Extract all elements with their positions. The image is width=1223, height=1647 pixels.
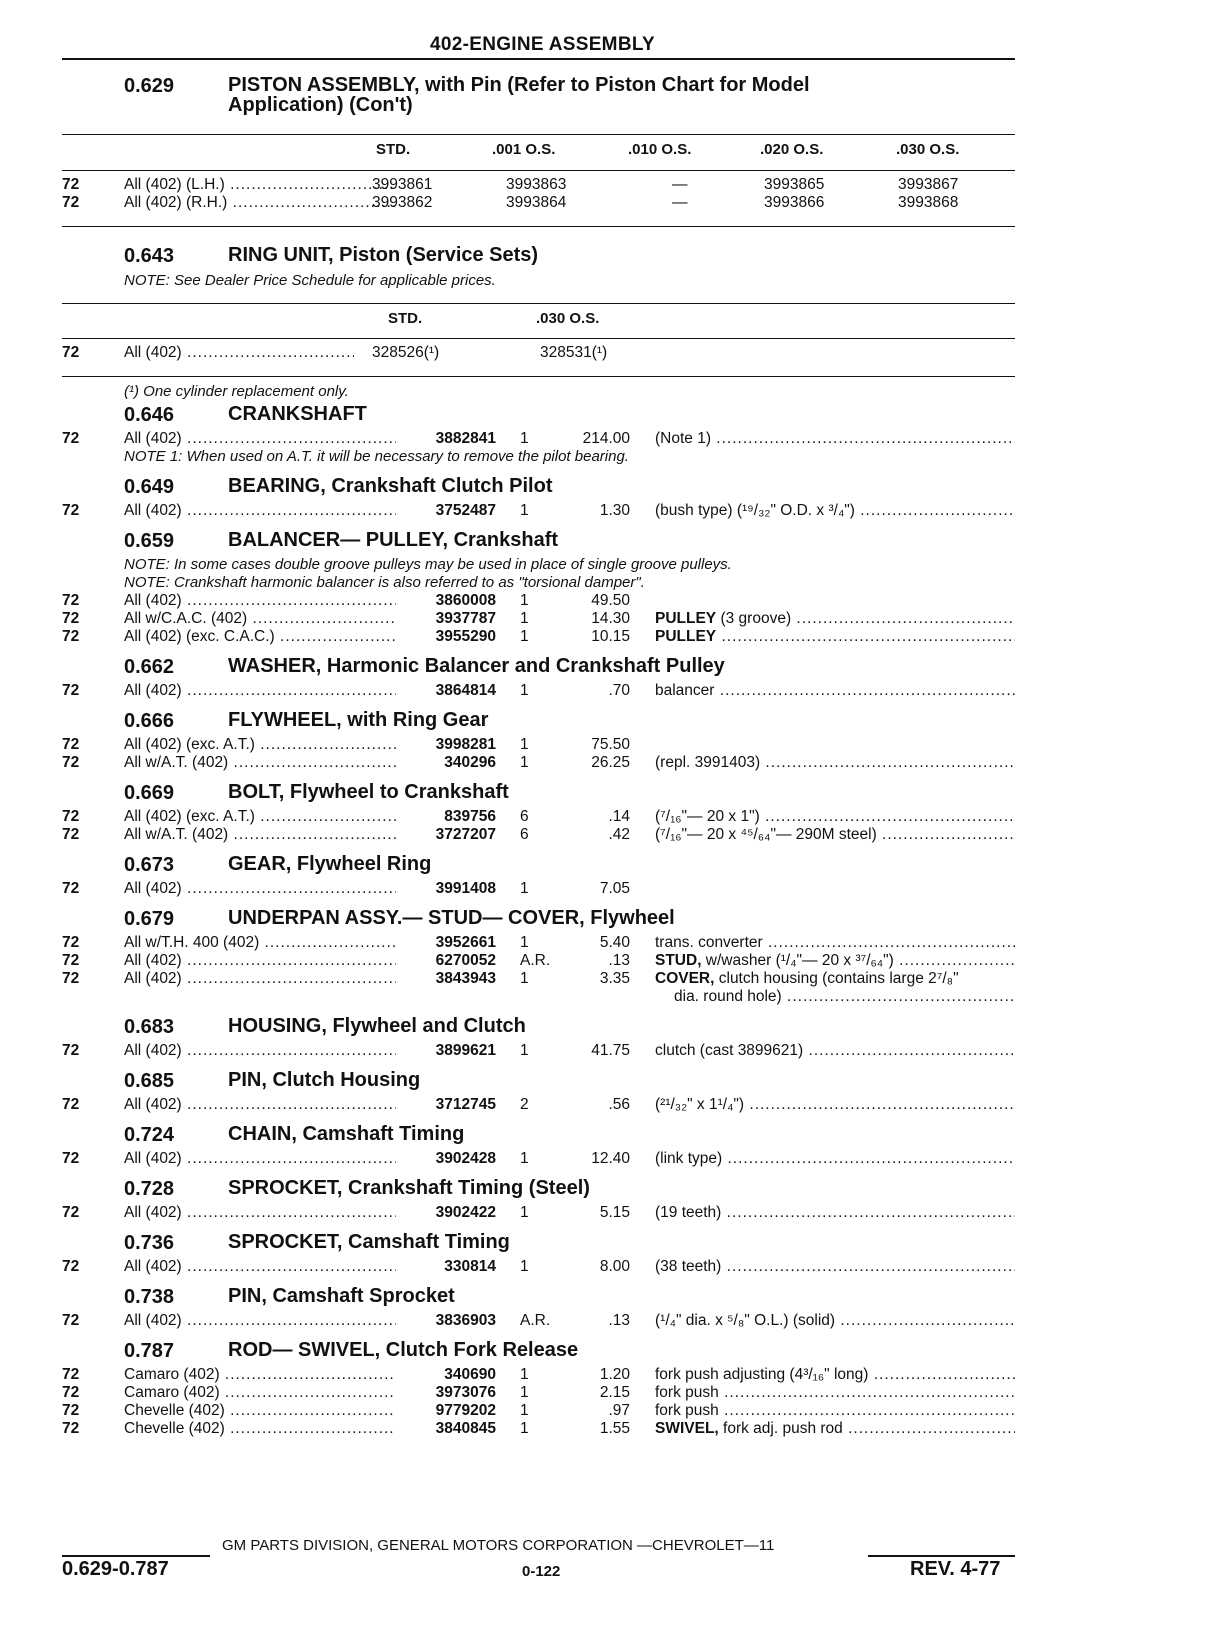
section-title: ROD— SWIVEL, Clutch Fork Release: [228, 1339, 579, 1361]
footer-rule: [62, 1555, 210, 1557]
model-year: 72: [62, 826, 80, 843]
application: All (402) .....: [124, 1312, 396, 1330]
part-number: 3993864: [506, 194, 567, 211]
price: .13: [608, 1312, 630, 1329]
table-rule: [62, 376, 1015, 377]
parts-row: [0, 952, 1223, 970]
price: 8.00: [599, 1258, 630, 1275]
model-year: 72: [62, 502, 80, 519]
section-number: 0.738: [124, 1286, 175, 1308]
description: [655, 808, 1015, 826]
model-year: 72: [62, 682, 80, 699]
quantity: 1: [520, 682, 529, 699]
application: All (402) (exc. A.T.) .....: [124, 808, 396, 826]
section-title: UNDERPAN ASSY.— STUD— COVER, Flywheel: [228, 907, 675, 929]
description-keyword: PULLEY: [655, 610, 717, 627]
description: [655, 502, 1015, 520]
parts-row: [0, 736, 1223, 754]
quantity: 1: [520, 430, 529, 447]
description: [655, 826, 1015, 844]
footer-publisher: GM PARTS DIVISION, GENERAL MOTORS CORPORATION —CHEVROLET—11: [222, 1537, 775, 1554]
parts-row: [0, 880, 1223, 898]
table-row: [0, 194, 1223, 212]
parts-row: [0, 1204, 1223, 1222]
column-header: .001 O.S.: [492, 141, 556, 158]
description-keyword: STUD,: [655, 952, 702, 969]
quantity: 1: [520, 970, 529, 987]
parts-row: [0, 1420, 1223, 1438]
application: Camaro (402) .....: [124, 1366, 396, 1384]
model-year: 72: [62, 628, 80, 645]
section-note: NOTE: See Dealer Price Schedule for applicable prices.: [124, 272, 496, 289]
part-number: 3993863: [506, 176, 567, 193]
section-number: 0.643: [124, 245, 175, 267]
table-row: [0, 176, 1223, 194]
description: [655, 430, 1015, 448]
model-year: 72: [62, 1150, 80, 1167]
part-number: 3955290: [435, 628, 496, 645]
description: [655, 1150, 1015, 1168]
section-note: NOTE 1: When used on A.T. it will be necessary to remove the pilot bearing.: [124, 448, 629, 465]
part-number: 3993866: [764, 194, 825, 211]
section-title: FLYWHEEL, with Ring Gear: [228, 709, 489, 731]
description-text: (bush type) (¹⁹/₃₂" O.D. x ³/₄"): [655, 502, 855, 519]
parts-row: [0, 592, 1223, 610]
quantity: 1: [520, 934, 529, 951]
price: 1.30: [599, 502, 630, 519]
description: [655, 970, 1015, 988]
table-row: [0, 344, 1223, 362]
section-number: 0.629: [124, 75, 175, 97]
model-year: 72: [62, 952, 80, 969]
description-keyword: PULLEY: [655, 628, 717, 645]
description: [655, 1420, 1015, 1438]
price: 5.15: [599, 1204, 630, 1221]
description-keyword: SWIVEL,: [655, 1420, 719, 1437]
part-number: 9779202: [435, 1402, 496, 1419]
model-year: 72: [62, 934, 80, 951]
part-number: 3864814: [435, 682, 496, 699]
section-number: 0.646: [124, 404, 175, 426]
description-text: clutch housing (contains large 2⁷/₈": [714, 970, 959, 987]
header-rule: [62, 58, 1015, 60]
model-year: 72: [62, 970, 80, 987]
section-title: HOUSING, Flywheel and Clutch: [228, 1015, 526, 1037]
application: All (402) (exc. C.A.C.) .....: [124, 628, 396, 646]
description-text: fork adj. push rod: [718, 1420, 843, 1437]
part-number: 3993861: [372, 176, 433, 193]
application: All (402) .....: [124, 1258, 396, 1276]
application: All (402) .....: [124, 1042, 396, 1060]
quantity: 1: [520, 880, 529, 897]
price: .13: [608, 952, 630, 969]
description-text: w/washer (¹/₄"— 20 x ³⁷/₆₄"): [701, 952, 894, 969]
part-number: 3937787: [435, 610, 496, 627]
parts-row: [0, 610, 1223, 628]
parts-row: [0, 970, 1223, 988]
section-number: 0.679: [124, 908, 175, 930]
parts-row: [0, 1258, 1223, 1276]
price: .42: [608, 826, 630, 843]
footer-range: 0.629-0.787: [62, 1558, 169, 1580]
section-title: PIN, Camshaft Sprocket: [228, 1285, 455, 1307]
quantity: 1: [520, 592, 529, 609]
price: 12.40: [591, 1150, 630, 1167]
quantity: 1: [520, 1420, 529, 1437]
application: All (402) .....: [124, 1204, 396, 1222]
price: 10.15: [591, 628, 630, 645]
application: All (402) (L.H.) .....: [124, 176, 396, 194]
part-number: 3973076: [435, 1384, 496, 1401]
model-year: 72: [62, 1258, 80, 1275]
application: All (402) .....: [124, 682, 396, 700]
description-text: (3 groove): [716, 610, 792, 627]
quantity: 1: [520, 502, 529, 519]
part-number: 3882841: [435, 430, 496, 447]
description-text: (⁷/₁₆"— 20 x ⁴⁵/₆₄"— 290M steel): [655, 826, 877, 843]
part-number: 3993865: [764, 176, 825, 193]
model-year: 72: [62, 1420, 80, 1437]
model-year: 72: [62, 344, 80, 361]
part-number: 3712745: [435, 1096, 496, 1113]
table-rule: [62, 170, 1015, 171]
model-year: 72: [62, 1384, 80, 1401]
section-title: RING UNIT, Piston (Service Sets): [228, 244, 539, 266]
description-text: (link type): [655, 1150, 723, 1167]
description-keyword: COVER,: [655, 970, 715, 987]
application: All w/A.T. (402) .....: [124, 754, 396, 772]
description-text: fork push: [655, 1384, 719, 1401]
table-rule: [62, 134, 1015, 135]
section-number: 0.683: [124, 1016, 175, 1038]
description-text: fork push: [655, 1402, 719, 1419]
table-rule: [62, 226, 1015, 227]
part-number: 3993868: [898, 194, 959, 211]
section-number: 0.728: [124, 1178, 175, 1200]
description-text: (Note 1): [655, 430, 711, 447]
section-title: GEAR, Flywheel Ring: [228, 853, 432, 875]
description: [655, 682, 1015, 700]
part-number: 330814: [444, 1258, 496, 1275]
section-number: 0.669: [124, 782, 175, 804]
section-number: 0.649: [124, 476, 175, 498]
model-year: 72: [62, 1096, 80, 1113]
price: 2.15: [599, 1384, 630, 1401]
description-text: balancer: [655, 682, 715, 699]
application: All (402) .....: [124, 502, 396, 520]
model-year: 72: [62, 754, 80, 771]
section-number: 0.787: [124, 1340, 175, 1362]
model-year: 72: [62, 592, 80, 609]
section-number: 0.685: [124, 1070, 175, 1092]
section-title: PISTON ASSEMBLY, with Pin (Refer to Piston Chart for Model Application) (Con't): [228, 74, 810, 116]
model-year: 72: [62, 1042, 80, 1059]
model-year: 72: [62, 430, 80, 447]
description: [655, 628, 1015, 646]
price: 41.75: [591, 1042, 630, 1059]
description: [655, 1384, 1015, 1402]
price: .97: [608, 1402, 630, 1419]
description-text: trans. converter: [655, 934, 763, 951]
application: All (402) .....: [124, 952, 396, 970]
parts-row: [0, 1384, 1223, 1402]
part-number: 3993862: [372, 194, 433, 211]
part-number: 3860008: [435, 592, 496, 609]
quantity: 1: [520, 1150, 529, 1167]
model-year: 72: [62, 610, 80, 627]
quantity: 1: [520, 1384, 529, 1401]
price: .14: [608, 808, 630, 825]
section-title: WASHER, Harmonic Balancer and Crankshaft Pulley: [228, 655, 725, 677]
price: 75.50: [591, 736, 630, 753]
revision: REV. 4-77: [910, 1558, 1001, 1580]
parts-row: [0, 754, 1223, 772]
parts-row-continuation: [0, 988, 1223, 1006]
section-note: NOTE: In some cases double groove pulleys may be used in place of single groove pulleys.: [124, 556, 732, 573]
model-year: 72: [62, 1402, 80, 1419]
description: [655, 1312, 1015, 1330]
description: [655, 1042, 1015, 1060]
description-text: (38 teeth): [655, 1258, 722, 1275]
section-title: PIN, Clutch Housing: [228, 1069, 421, 1091]
application: All (402) .....: [124, 880, 396, 898]
price: 14.30: [591, 610, 630, 627]
description-text: (²¹/₃₂" x 1¹/₄"): [655, 1096, 745, 1113]
part-number: 3899621: [435, 1042, 496, 1059]
parts-row: [0, 826, 1223, 844]
application: All w/A.T. (402) .....: [124, 826, 396, 844]
part-number: 839756: [444, 808, 496, 825]
footer-rule: [868, 1555, 1015, 1557]
application: Chevelle (402) .....: [124, 1420, 396, 1438]
price: 49.50: [591, 592, 630, 609]
application: All (402) .....: [124, 970, 396, 988]
description: [655, 1402, 1015, 1420]
application: All (402) .....: [124, 430, 396, 448]
section-title: BEARING, Crankshaft Clutch Pilot: [228, 475, 553, 497]
description: [655, 610, 1015, 628]
parts-row: [0, 808, 1223, 826]
application: All (402) .....: [124, 344, 354, 362]
column-header: .020 O.S.: [760, 141, 824, 158]
model-year: 72: [62, 736, 80, 753]
model-year: 72: [62, 1204, 80, 1221]
parts-row: [0, 934, 1223, 952]
part-number: 3902422: [435, 1204, 496, 1221]
model-year: 72: [62, 808, 80, 825]
section-title: BALANCER— PULLEY, Crankshaft: [228, 529, 559, 551]
section-title: SPROCKET, Camshaft Timing: [228, 1231, 510, 1253]
part-number: 328526(¹): [372, 344, 440, 361]
description: [655, 1204, 1015, 1222]
description: [655, 934, 1015, 952]
part-number: 3752487: [435, 502, 496, 519]
model-year: 72: [62, 194, 80, 211]
description-text: (19 teeth): [655, 1204, 722, 1221]
part-number: 3952661: [435, 934, 496, 951]
part-number: 3836903: [435, 1312, 496, 1329]
quantity: 1: [520, 1042, 529, 1059]
quantity: 1: [520, 736, 529, 753]
parts-row: [0, 1042, 1223, 1060]
application: All (402) (exc. A.T.) .....: [124, 736, 396, 754]
page-number: 0-122: [522, 1563, 561, 1580]
quantity: 1: [520, 1258, 529, 1275]
description: [655, 1096, 1015, 1114]
price: .56: [608, 1096, 630, 1113]
price: 5.40: [599, 934, 630, 951]
page-title: 402-ENGINE ASSEMBLY: [430, 34, 655, 55]
parts-row: [0, 628, 1223, 646]
parts-row: [0, 682, 1223, 700]
price: 7.05: [599, 880, 630, 897]
column-header: STD.: [388, 310, 423, 327]
section-title: BOLT, Flywheel to Crankshaft: [228, 781, 509, 803]
application: All (402) .....: [124, 592, 396, 610]
footnote: (¹) One cylinder replacement only.: [124, 383, 349, 400]
section-note: NOTE: Crankshaft harmonic balancer is also referred to as "torsional damper".: [124, 574, 645, 591]
price: 214.00: [582, 430, 630, 447]
quantity: 1: [520, 754, 529, 771]
quantity: 1: [520, 610, 529, 627]
parts-row: [0, 1402, 1223, 1420]
table-rule: [62, 303, 1015, 304]
part-number: —: [672, 194, 688, 211]
description: [655, 952, 1015, 970]
part-number: 3991408: [435, 880, 496, 897]
column-header: .010 O.S.: [628, 141, 692, 158]
description: [655, 1258, 1015, 1276]
application: All w/C.A.C. (402) .....: [124, 610, 396, 628]
description-text: clutch (cast 3899621): [655, 1042, 804, 1059]
part-number: 340296: [444, 754, 496, 771]
quantity: 6: [520, 808, 529, 825]
section-title: CHAIN, Camshaft Timing: [228, 1123, 465, 1145]
section-number: 0.666: [124, 710, 175, 732]
quantity: A.R.: [520, 1312, 551, 1329]
section-title: CRANKSHAFT: [228, 403, 367, 425]
parts-row: [0, 430, 1223, 448]
model-year: 72: [62, 880, 80, 897]
part-number: 3840845: [435, 1420, 496, 1437]
section-number: 0.662: [124, 656, 175, 678]
part-number: —: [672, 176, 688, 193]
parts-row: [0, 1312, 1223, 1330]
parts-row: [0, 1150, 1223, 1168]
table-rule: [62, 338, 1015, 339]
description-continued: dia. round hole) .....: [674, 988, 1014, 1006]
section-title: SPROCKET, Crankshaft Timing (Steel): [228, 1177, 590, 1199]
parts-row: [0, 502, 1223, 520]
description: [655, 754, 1015, 772]
part-number: 328531(¹): [540, 344, 608, 361]
description-text: (repl. 3991403): [655, 754, 761, 771]
model-year: 72: [62, 1366, 80, 1383]
quantity: 1: [520, 1366, 529, 1383]
description-text: (¹/₄" dia. x ⁵/₈" O.L.) (solid): [655, 1312, 836, 1329]
description-text: (⁷/₁₆"— 20 x 1"): [655, 808, 760, 825]
quantity: 6: [520, 826, 529, 843]
part-number: 3843943: [435, 970, 496, 987]
quantity: 1: [520, 1402, 529, 1419]
parts-row: [0, 1096, 1223, 1114]
section-number: 0.673: [124, 854, 175, 876]
part-number: 3998281: [435, 736, 496, 753]
description: [655, 1366, 1015, 1384]
price: 3.35: [599, 970, 630, 987]
part-number: 3727207: [435, 826, 496, 843]
application: All (402) (R.H.) .....: [124, 194, 396, 212]
application: All w/T.H. 400 (402) .....: [124, 934, 396, 952]
quantity: A.R.: [520, 952, 551, 969]
section-number: 0.736: [124, 1232, 175, 1254]
quantity: 1: [520, 1204, 529, 1221]
model-year: 72: [62, 1312, 80, 1329]
section-number: 0.659: [124, 530, 175, 552]
part-number: 340690: [444, 1366, 496, 1383]
application: Camaro (402) .....: [124, 1384, 396, 1402]
application: Chevelle (402) .....: [124, 1402, 396, 1420]
quantity: 1: [520, 628, 529, 645]
column-header: .030 O.S.: [896, 141, 960, 158]
parts-row: [0, 1366, 1223, 1384]
part-number: 3993867: [898, 176, 959, 193]
price: .70: [608, 682, 630, 699]
price: 26.25: [591, 754, 630, 771]
part-number: 6270052: [435, 952, 496, 969]
price: 1.55: [599, 1420, 630, 1437]
price: 1.20: [599, 1366, 630, 1383]
column-header: STD.: [376, 141, 411, 158]
model-year: 72: [62, 176, 80, 193]
application: All (402) .....: [124, 1150, 396, 1168]
column-header: .030 O.S.: [536, 310, 600, 327]
description-text: fork push adjusting (4³/₁₆" long): [655, 1366, 869, 1383]
application: All (402) .....: [124, 1096, 396, 1114]
section-number: 0.724: [124, 1124, 175, 1146]
part-number: 3902428: [435, 1150, 496, 1167]
quantity: 2: [520, 1096, 529, 1113]
